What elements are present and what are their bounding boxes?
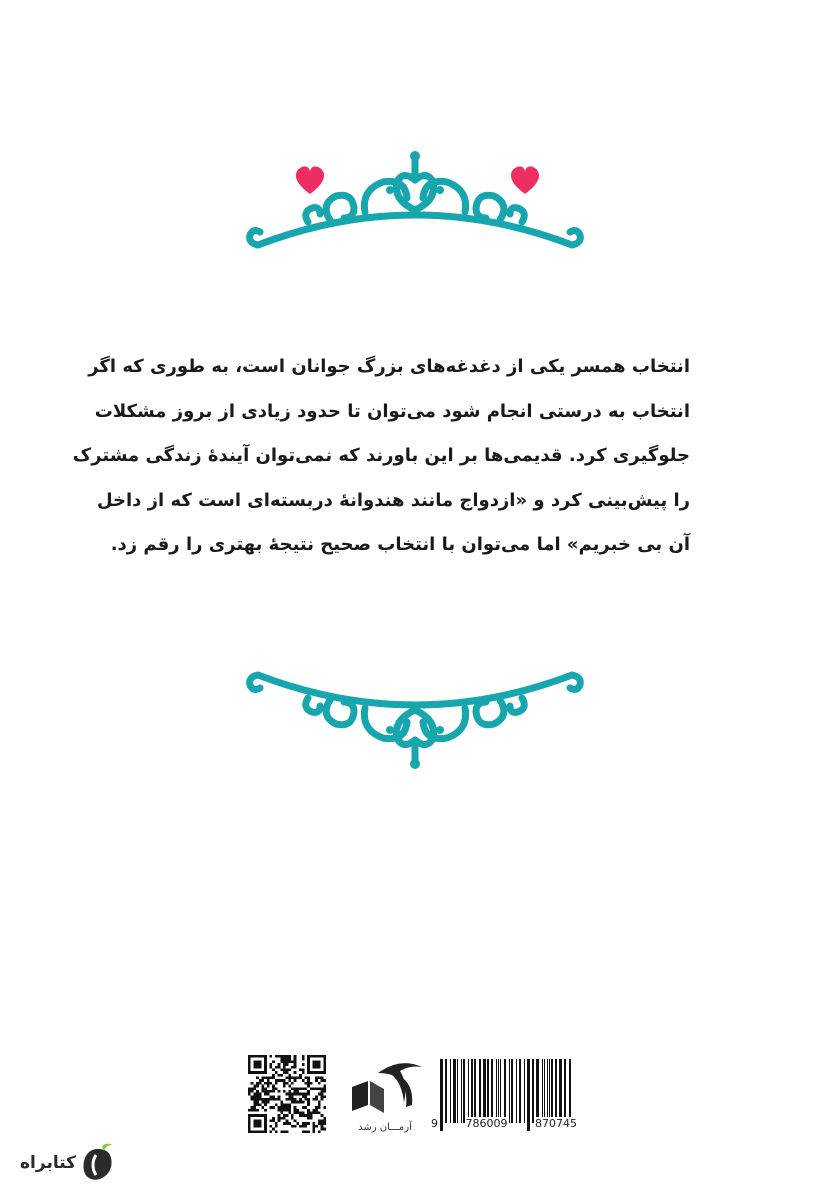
isbn-prefix: 9 [431, 1117, 438, 1130]
blurb-line-3: جلوگیری کرد. قدیمی‌ها بر این باورند که نمی‌توان آیندهٔ زندگی مشترک [72, 445, 690, 466]
bottom-scroll-ornament [240, 655, 590, 770]
isbn-group-1: 786009 [465, 1117, 508, 1130]
qr-code-icon [248, 1055, 326, 1133]
left-heart-icon [296, 166, 324, 194]
publisher-name: آرمـــان رشد [358, 1122, 412, 1133]
ketabrah-watermark [20, 1140, 130, 1186]
blurb-line-1: انتخاب همسر یکی از دغدغه‌های بزرگ جوانان است، به طوری که اگر [88, 356, 690, 377]
top-crown-ornament [240, 150, 590, 265]
blurb-line-4: را پیش‌بینی کرد و «ازدواج مانند هندوانهٔ دربسته‌ای است که از داخل [96, 489, 690, 511]
isbn-number [430, 1117, 578, 1130]
watermark-text: کتابراه [20, 1153, 77, 1173]
isbn-group-2: 870745 [535, 1117, 577, 1130]
blurb-line-2: انتخاب به درستی انجام شود می‌توان تا حدود زیادی از بروز مشکلات [94, 400, 690, 422]
back-cover-blurb [72, 345, 690, 568]
right-heart-icon [511, 166, 539, 194]
ketabrah-logo-icon [80, 1143, 116, 1183]
blurb-line-5: آن بی خبریم» اما می‌توان با انتخاب صحیح نتیجهٔ بهتری را رقم زد. [110, 534, 690, 555]
